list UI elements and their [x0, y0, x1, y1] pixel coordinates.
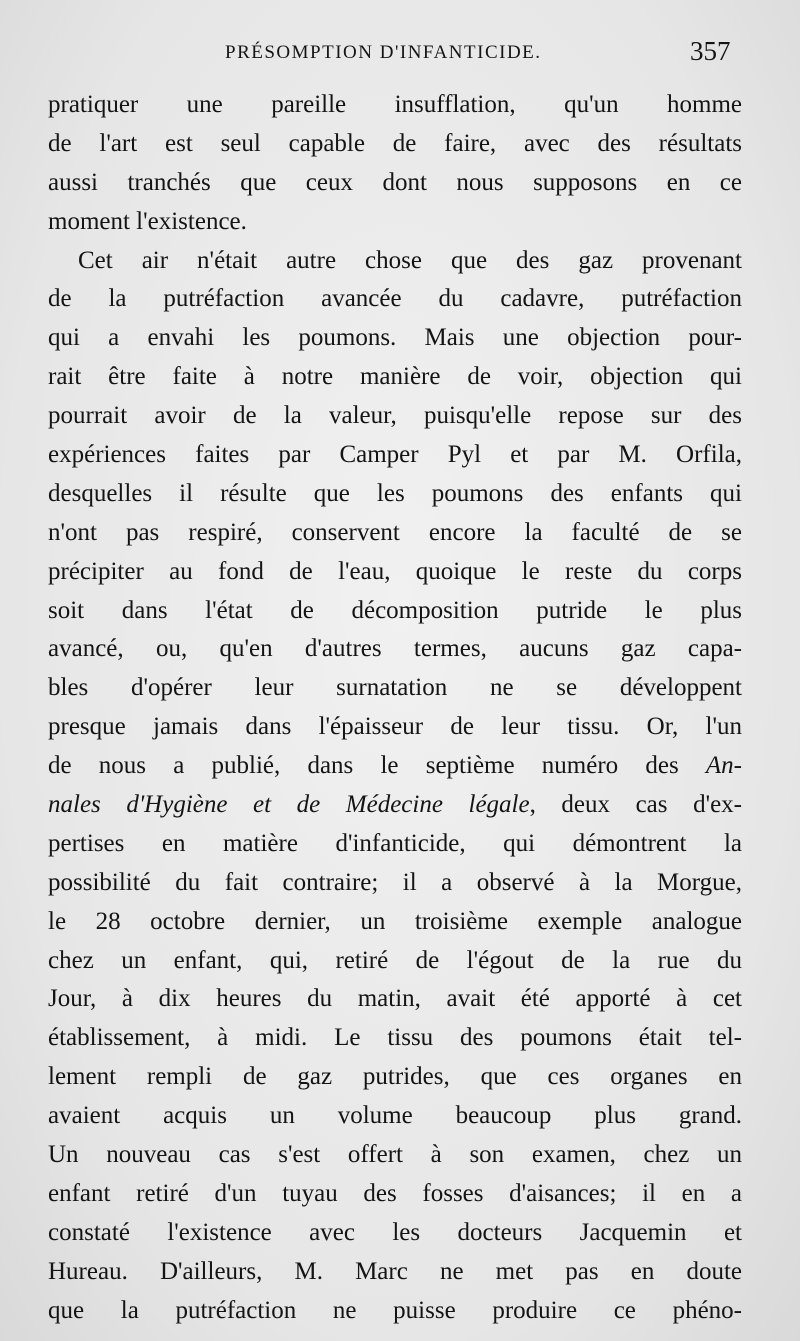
text-line-17: presque jamais dans l'épaisseur de leur tissu. Or, l'un — [48, 713, 742, 741]
text-line-32: que la putréfaction ne puisse produire ce phéno- — [48, 1296, 742, 1324]
text-line-29: enfant retiré d'un tuyau des fosses d'aisances; il en a — [48, 1179, 742, 1207]
page-number: 357 — [690, 36, 731, 66]
text-line-24: Jour, à dix heures du matin, avait été apporté à cet — [48, 985, 742, 1013]
running-title: PRÉSOMPTION D'INFANTICIDE. — [225, 42, 542, 63]
text-line-2: de l'art est seul capable de faire, avec des résultats — [48, 129, 742, 157]
text-line-8: rait être faite à notre manière de voir, objection qui — [48, 363, 742, 391]
text-line-18-italic: An- — [705, 752, 742, 780]
text-line-18 — [48, 747, 742, 786]
text-line-9: pourrait avoir de la valeur, puisqu'elle repose sur des — [48, 402, 742, 430]
text-line-1: pratiquer une pareille insufflation, qu'un homme — [48, 91, 742, 118]
text-line-15: avancé, ou, qu'en d'autres termes, aucuns gaz capa- — [48, 635, 742, 663]
text-line-25: établissement, à midi. Le tissu des poumons était tel- — [48, 1024, 742, 1052]
text-line-5: Cet air n'était autre chose que des gaz provenant — [78, 246, 742, 274]
text-line-23: chez un enfant, qui, retiré de l'égout de la rue du — [48, 946, 742, 974]
text-line-3: aussi tranchés que ceux dont nous supposons en ce — [48, 168, 742, 196]
text-line-30: constaté l'existence avec les docteurs Jacquemin et — [48, 1218, 742, 1246]
text-line-28: Un nouveau cas s'est offert à son examen, chez un — [48, 1141, 742, 1169]
text-line-19 — [48, 786, 742, 825]
text-line-10: expériences faites par Camper Pyl et par M. Orfila, — [48, 441, 742, 469]
text-line-6: de la putréfaction avancée du cadavre, putréfaction — [48, 285, 742, 313]
text-line-27: avaient acquis un volume beaucoup plus grand. — [48, 1102, 742, 1130]
text-line-11: desquelles il résulte que les poumons des enfants qui — [48, 479, 742, 507]
text-line-18-roman: de nous a publié, dans le septième numéro des — [48, 752, 706, 780]
text-line-31: Hureau. D'ailleurs, M. Marc ne met pas en doute — [48, 1257, 742, 1285]
text-line-12: n'ont pas respiré, conservent encore la faculté de se — [48, 518, 742, 546]
text-line-20: pertises en matière d'infanticide, qui démontrent la — [48, 829, 742, 857]
journal-title-italic: nales d'Hygiène et de Médecine légale — [48, 791, 530, 819]
text-line-7: qui a envahi les poumons. Mais une objection pour- — [48, 324, 742, 352]
body-text — [48, 86, 742, 1331]
text-line-26: lement rempli de gaz putrides, que ces organes en — [48, 1063, 742, 1091]
text-line-4: moment l'existence. — [48, 207, 247, 235]
text-line-16: bles d'opérer leur surnatation ne se développent — [48, 674, 742, 702]
text-line-21: possibilité du fait contraire; il a observé à la Morgue, — [48, 868, 742, 896]
text-line-19-roman: , deux cas d'ex- — [529, 791, 742, 819]
text-line-13: précipiter au fond de l'eau, quoique le reste du corps — [48, 557, 742, 585]
text-line-14: soit dans l'état de décomposition putride le plus — [48, 596, 742, 624]
page-header — [0, 34, 800, 74]
text-line-22: le 28 octobre dernier, un troisième exemple analogue — [48, 907, 742, 935]
